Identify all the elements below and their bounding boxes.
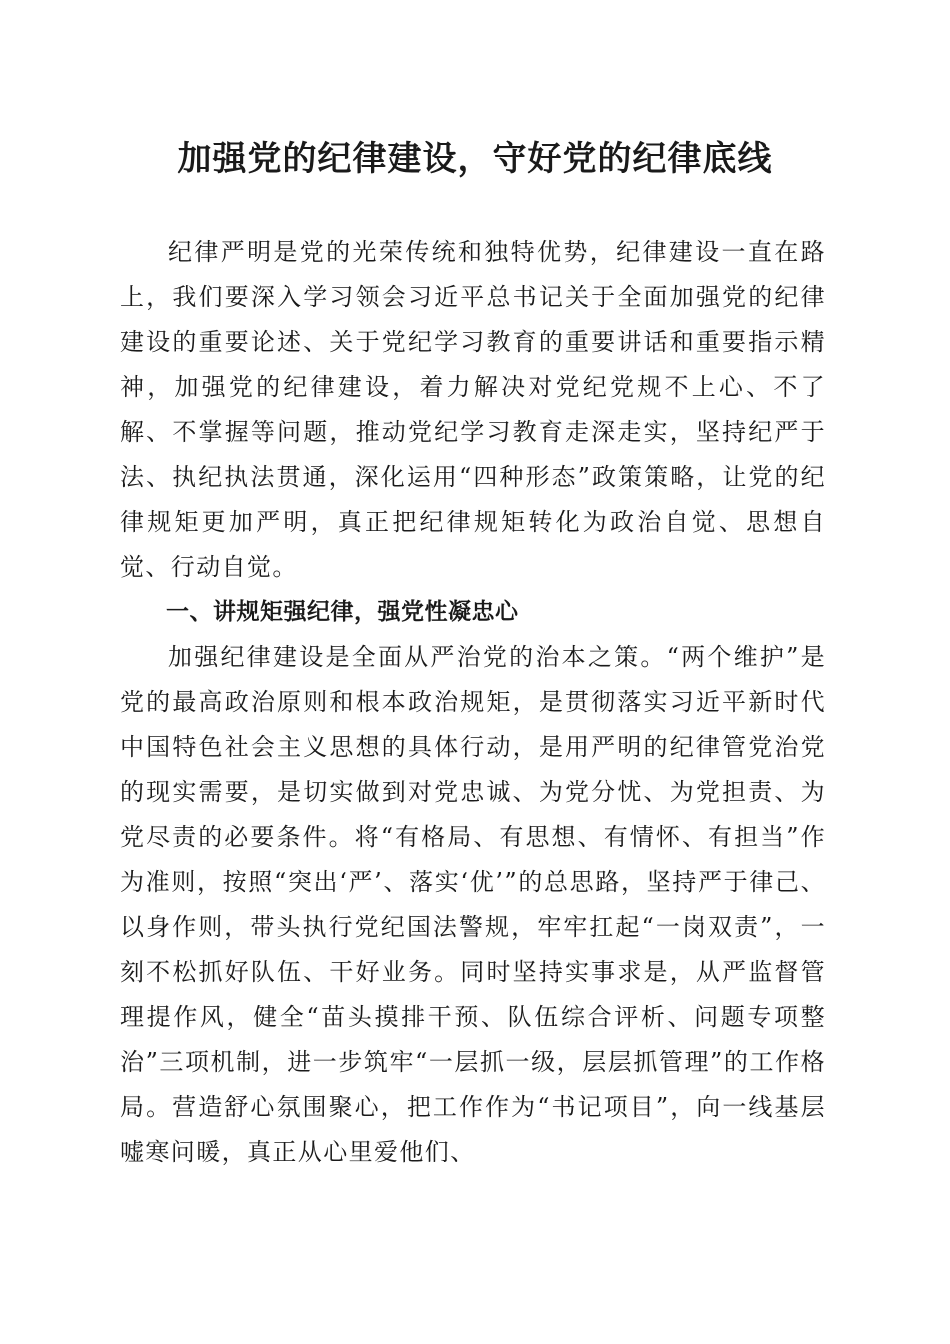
document-title: 加强党的纪律建设，守好党的纪律底线	[177, 139, 773, 179]
document-body	[120, 230, 826, 1175]
intro-paragraph: 纪律严明是党的光荣传统和独特优势，纪律建设一直在路上，我们要深入学习领会习近平总书记关于全面加强党的纪律建设的重要论述、关于党纪学习教育的重要讲话和重要指示精神，加强党的纪律建设，着力解决对党纪党规不上心、不了解、不掌握等问题，推动党纪学习教育走深走实，坚持纪严于法、执纪执法贯通，深化运用“四种形态”政策策略，让党的纪律规矩更加严明，真正把纪律规矩转化为政治自觉、思想自觉、行动自觉。	[120, 238, 826, 581]
section-heading: 一、讲规矩强纪律，强党性凝忠心	[166, 599, 519, 625]
section-paragraph: 加强纪律建设是全面从严治党的治本之策。“两个维护”是党的最高政治原则和根本政治规矩，是贯彻落实习近平新时代中国特色社会主义思想的具体行动，是用严明的纪律管党治党的现实需要，是切实做到对党忠诚、为党分忧、为党担责、为党尽责的必要条件。将“有格局、有思想、有情怀、有担当”作为准则，按照“突出‘严’、落实‘优’”的总思路，坚持严于律己、以身作则，带头执行党纪国法警规，牢牢扛起“一岗双责”，一刻不松抓好队伍、干好业务。同时坚持实事求是，从严监督管理提作风，健全“苗头摸排干预、队伍综合评析、问题专项整治”三项机制，进一步筑牢“一层抓一级，层层抓管理”的工作格局。营造舒心氛围聚心，把工作作为“书记项目”，向一线基层嘘寒问暖，真正从心里爱他们、	[120, 643, 826, 1166]
